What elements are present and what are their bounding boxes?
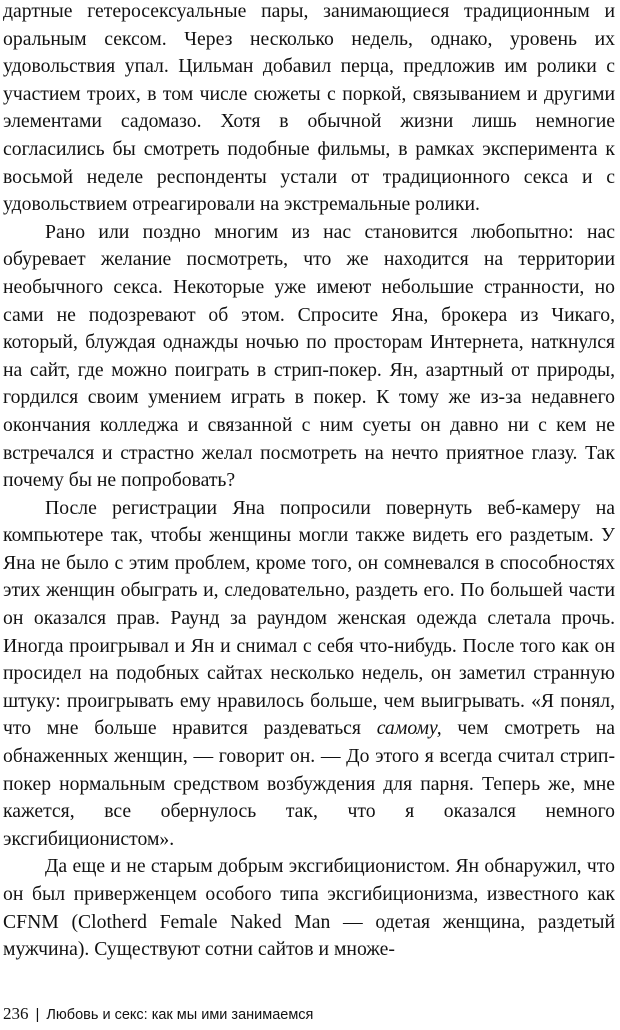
footer-separator: | bbox=[35, 1006, 40, 1023]
paragraph-curiosity: Рано или поздно многим из нас становится любопытно: нас обуревает желание посмотреть, что же находится на территории необычного секса. Некоторые уже имеют небольшие странности, но сами не подозревают об этом. Спросите Яна, брокера из Чикаго, который, блуждая однажды ночью по просторам Интернета, наткнулся на сайт, где можно поиграть в стрип-покер. Ян, азартный от природы, гордился своим умением играть в покер. К тому же из-за недавнего окончания колледжа и связанной с ним суеты он давно ни с кем не встречался и страстно желал посмотреть на нечто приятное глазу. Так почему бы не попробовать? bbox=[3, 220, 615, 492]
running-title: Любовь и секс: как мы ими занимаемся bbox=[46, 1007, 314, 1023]
page-footer bbox=[3, 1004, 313, 1025]
paragraph-registration-text-end: чем смотреть на обнаженных женщин, — говорит он. — До этого я всегда считал стрип-покер нормальным средством возбуждения для парня. Теперь же, мне кажется, все обернулось так, что я оказался немного эксгибиционистом». bbox=[3, 717, 615, 850]
paragraph-cfnm: Да еще и не старым добрым эксгибиционистом. Ян обнаружил, что он был приверженцем особого типа эксгибиционизма, известного как CFNM (Clotherd Female Naked Man — одетая женщина, раздетый мужчина). Существуют сотни сайтов и множе- bbox=[3, 855, 615, 961]
page-number: 236 bbox=[3, 1004, 29, 1023]
paragraph-continuation: дартные гетеросексуальные пары, занимающиеся традиционным и оральным сексом. Через несколько недель, однако, уровень их удовольствия упал. Цильман добавил перца, предложив им ролики с участием троих, в том числе сюжеты с поркой, связыванием и другими элементами садомазо. Хотя в обычной жизни лишь немногие согласились бы смотреть подобные фильмы, в рамках эксперимента к восьмой неделе респонденты устали от традиционного секса и с удовольствием отреагировали на экстремальные ролики. bbox=[3, 0, 615, 216]
body-text bbox=[3, 0, 615, 964]
paragraph-registration bbox=[3, 495, 615, 854]
emphasis-text: самому, bbox=[376, 717, 442, 740]
paragraph-registration-text: После регистрации Яна попросили повернуть веб-камеру на компьютере так, чтобы женщины могли также видеть его раздетым. У Яна не было с этим проблем, кроме того, он сомневался в способностях этих женщин обыграть и, следовательно, раздеть его. По большей части он оказался прав. Раунд за раундом женская одежда слетала прочь. Иногда проигрывал и Ян и снимал с себя что-нибудь. После того как он просидел на подобных сайтах несколько недель, он заметил странную штуку: проигрывать ему нравилось больше, чем выигрывать. «Я понял, что мне больше нравится раздеваться bbox=[3, 496, 615, 740]
